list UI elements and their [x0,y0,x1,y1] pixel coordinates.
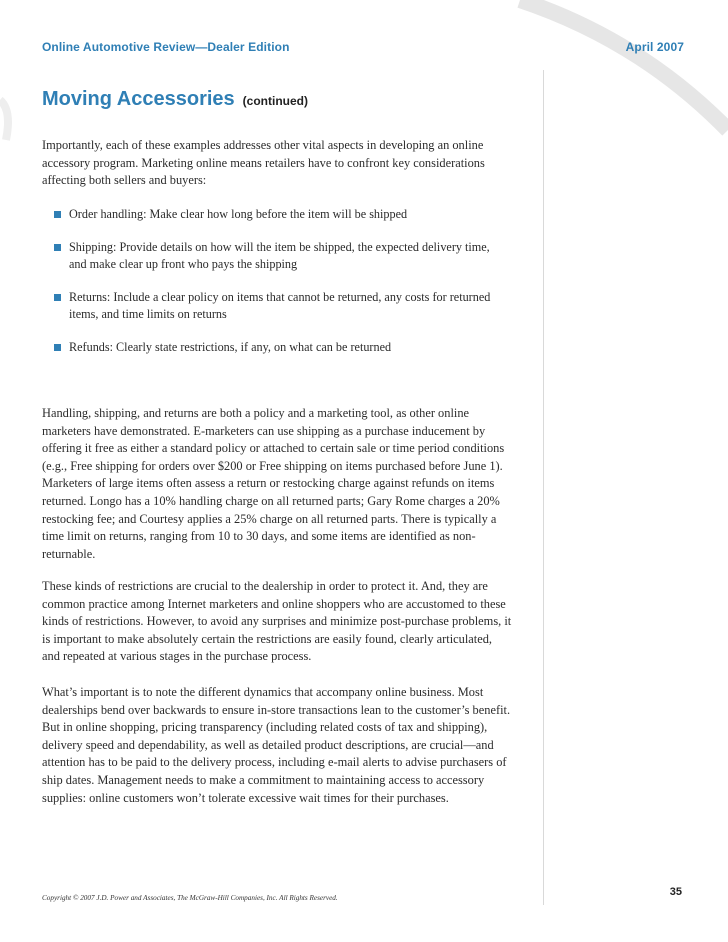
list-item: Order handling: Make clear how long before the item will be shipped [54,206,504,224]
column-divider [543,70,544,905]
list-item: Returns: Include a clear policy on items that cannot be returned, any costs for returned items, and time limits on returns [54,289,504,324]
considerations-list [54,206,504,372]
page-number: 35 [669,886,682,898]
issue-date: April 2007 [625,40,684,54]
publication-title: Online Automotive Review—Dealer Edition [42,40,290,54]
square-bullet-icon [54,244,61,251]
body-paragraph: These kinds of restrictions are crucial to the dealership in order to protect it. And, they are common practice among Internet marketers and online shoppers who are accustomed to these kinds of restrictions. However, to avoid any surprises and minimize post-purchase problems, it is important to make absolutely certain the restrictions are easily found, clearly articulated, and repeated at various stages in the purchase process. [42,579,512,664]
square-bullet-icon [54,344,61,351]
square-bullet-icon [54,211,61,218]
list-item: Shipping: Provide details on how will the item be shipped, the expected delivery time, and make clear up front who pays the shipping [54,239,504,274]
square-bullet-icon [54,294,61,301]
page-title [42,88,308,111]
body-paragraph: What’s important is to note the different dynamics that accompany online business. Most dealerships bend over backwards to ensure in-store transactions lean to the customer’s benefit. But in online shopping, pricing transparency (including related costs of tax and shipping), delivery speed and dependability, as well as detailed product descriptions, are crucial—and attention has to be paid to the delivery process, including e-mail alerts to advise purchasers of ship dates. Management needs to make a commitment to maintaining access to accessory supplies: online customers won’t tolerate excessive wait times for their purchases. [42,685,511,805]
article-title: Moving Accessories [42,88,235,110]
intro-paragraph: Importantly, each of these examples addresses other vital aspects in developing an online accessory program. Marketing online means retailers have to confront key considerations affecting both sellers and buyers: [42,138,485,188]
list-item: Refunds: Clearly state restrictions, if any, on what can be returned [54,339,504,357]
title-continued-label: (continued) [242,94,308,108]
copyright-notice: Copyright © 2007 J.D. Power and Associates, The McGraw-Hill Companies, Inc. All Rights Reserved. [42,894,338,902]
body-paragraph: Handling, shipping, and returns are both a policy and a marketing tool, as other online marketers have demonstrated. E-marketers can use shipping as a purchase inducement by offering it free as either a standard policy or attached to certain sale or time period conditions (e.g., Free shipping for orders over $200 or Free shipping on items purchased before June 1). Marketers of large items often assess a return or restocking charge against refunds on items returned. Longo has a 10% handling charge on all returned parts; Gary Rome charges a 20% restocking fee; and Courtesy applies a 25% charge on all returned parts. There is typically a time limit on returns, ranging from 10 to 30 days, and some items are identified as non-returnable. [42,406,505,561]
